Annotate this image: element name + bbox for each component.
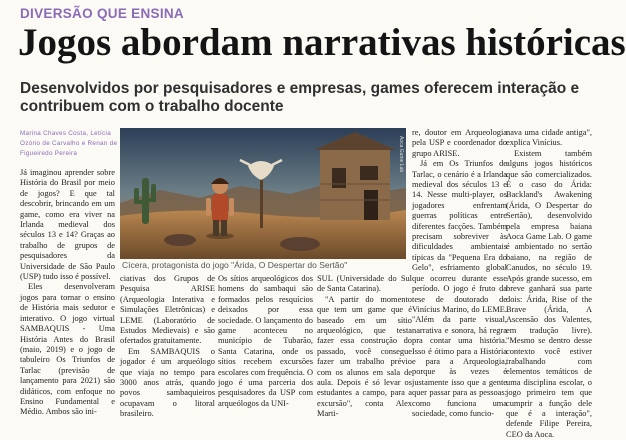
article-column-1 xyxy=(20,168,115,417)
article-column-2 xyxy=(120,274,215,419)
paragraph: ciativas dos Grupos de Pesquisa ARISE (Arqueologia Interativa e Simulações Eletrônicas) e LEME (Laboratório de Estudos Medievais) e são ofertados gratuitamente. xyxy=(120,274,215,346)
article-column-4 xyxy=(317,274,412,419)
paragraph: nava uma cidade antiga", explica Vinícius. xyxy=(506,128,592,148)
photo-caption: Cícera, protagonista do jogo "Árida, O Despertar do Sertão" xyxy=(122,260,348,270)
paragraph: SUL (Universidade do Sul de Santa Catarina). xyxy=(317,274,412,294)
article-column-3 xyxy=(218,274,313,407)
article-column-5 xyxy=(412,128,507,418)
paragraph: Existem também alguns jogos históricos que são comercializados. É o caso do Árida: Backland's Awakening (Árida, O Despertar do Sertão), desenvolvido pela empresa baiana Aoca Game Lab. O game é ambientado no sertão baiano, na região de Canudos, no século 19. Após grande sucesso, em breve ganhará sua parte dois: Árida, Rise of the Brave (Árida, A Ascensão dos Valentes, em tradução livre). "Mesmo se dentro desse contexto você estiver trabalhando com elementos temáticos de uma disciplina escolar, o jogo primeiro tem que cumprir a função dele que é a interação", defende Filipe Pereira, CEO da Aoca. xyxy=(506,148,592,439)
subheadline: Desenvolvidos por pesquisadores e empresas, games oferecem interação e contribuem com o trabalho docente xyxy=(20,80,580,115)
paragraph: Eles desenvolveram jogos para tornar o ensino de História mais sedutor e interativo. O jogo virtual SAMBAQUIS - Uma História Antes do Brasil (maio, 2019) e o jogo de tabuleiro Os Triunfos de Tarlac (previsão de lançamento para 2021) são didáticos, com enfoque no Ensino Fundamental e Médio. Ambos são ini- xyxy=(20,282,115,417)
article-column-6 xyxy=(506,128,592,439)
paragraph: re, doutor em Arqueologia pela USP e coordenador do grupo ARISE. xyxy=(412,128,507,158)
section-label: DIVERSÃO QUE ENSINA xyxy=(20,6,184,21)
paragraph: Em SAMBAQUIS o jogador é um arqueólogo que viaja no tempo para 3000 anos atrás, quando povos sambaquieiros ocupavam o litoral brasileiro. xyxy=(120,346,215,419)
byline-line: Figueiredo Pereira xyxy=(20,150,78,157)
byline xyxy=(20,129,120,159)
paragraph: "A partir do momento que tem um game que é baseado em um sítio arqueológico, que testa fazer essa construção do passado, você consegue fazer um trabalho prévio com os alunos em sala de aula. Depois é só levar os estudantes a campo, para a excursão", conta Alex Marti- xyxy=(317,294,412,419)
byline-line: Marina Chaves Costa, Letícia xyxy=(20,130,111,137)
paragraph: Já em Os Triunfos de Tarlac, o cenário é a Irlanda medieval dos séculos 13 e 14. Nesse multi-player, os jogadores enfrentam guerras políticas entre diferentes facções. Também precisam sobreviver às dificuldades ambientais típicas da "Pequena Era do Gelo", esfriamento global que ocorreu durante esse período. O jogo é fruto da tese de doutorado de Vinícius Marino, do LEME. "Além da parte visual, narrativa e sonora, há regra pra contar uma história. Isso é ótimo para a História e para a Arqueologia, porque às vezes é justamente isso que a gente quer passar para as pessoas: como funciona uma sociedade, como funcio- xyxy=(412,159,507,418)
paragraph: Os sítios arqueológicos dos homens do sambaqui são formados pelos resquícios deixados por essa sociedade. O lançamento do game aconteceu no município de Tubarão, Santa Catarina, onde os sítios recebem excursões escolares com frequência. O jogo é uma parceria dos pesquisadores da USP com arqueólogos da UNI- xyxy=(218,274,313,408)
headline: Jogos abordam narrativas históricas xyxy=(18,21,626,64)
byline-line: Ozório de Carvalho e Renan de xyxy=(20,140,118,147)
photo-credit: Aoca Game Lab xyxy=(398,136,404,173)
paragraph: Já imaginou aprender sobre História do Brasil por meio de jogos? E que tal descobrir, brincando em um game, como era viver na Irlanda medieval dos séculos 13 e 14? Graças ao trabalho de grupos de pesquisadores da Universidade de São Paulo (USP) tudo isso é possível. xyxy=(20,168,115,282)
game-screenshot-photo xyxy=(120,128,406,259)
